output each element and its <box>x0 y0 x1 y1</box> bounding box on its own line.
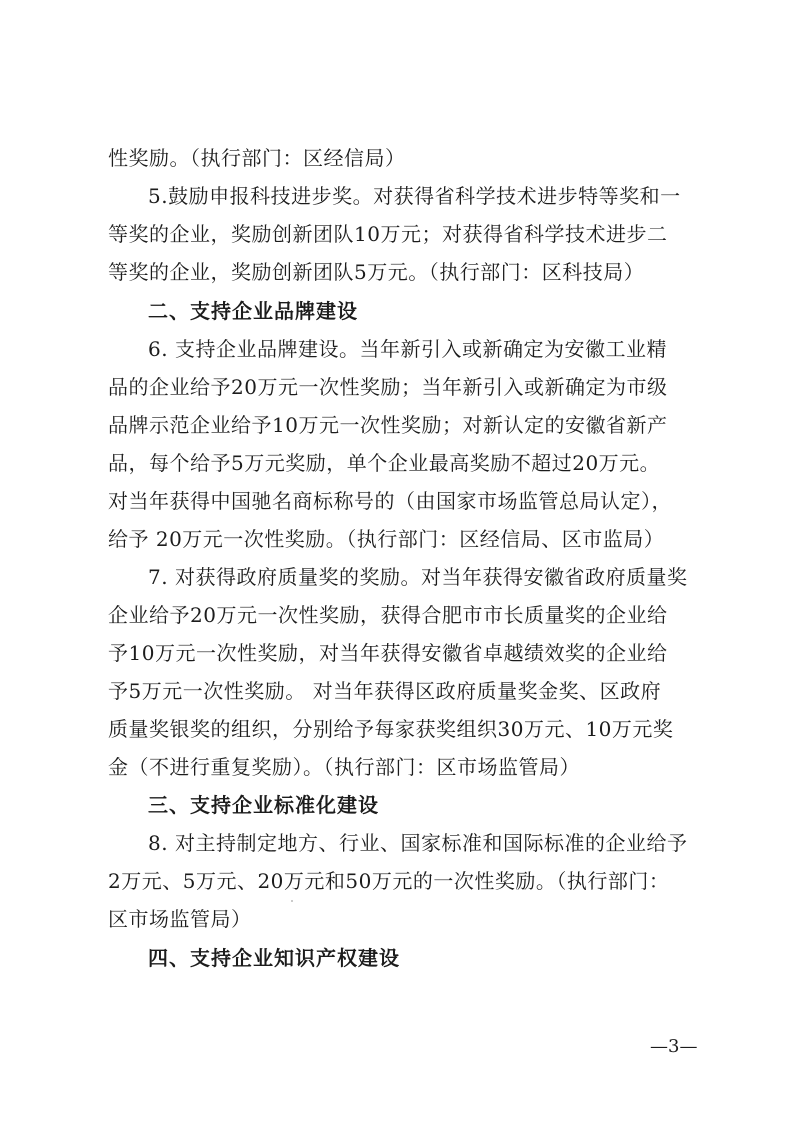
paragraph-line: 6. 支持企业品牌建设。当年新引入或新确定为安徽工业精 <box>148 337 667 361</box>
section-heading: 三、支持企业标准化建设 <box>148 793 379 817</box>
paragraph-line: 品，每个给予5万元奖励，单个企业最高奖励不超过20万元。 <box>108 451 661 475</box>
section-heading: 四、支持企业知识产权建设 <box>148 946 400 970</box>
paragraph-line: 区市场监管局） <box>108 907 252 931</box>
paragraph-line: 等奖的企业，奖励创新团队5万元。（执行部门：区科技局） <box>108 260 645 284</box>
paragraph-line: 7. 对获得政府质量奖的奖励。对当年获得安徽省政府质量奖 <box>148 565 688 589</box>
paragraph-line: 等奖的企业，奖励创新团队10万元；对获得省科学技术进步二 <box>108 222 668 246</box>
paragraph-line: 性奖励。（执行部门：区经信局） <box>108 146 406 170</box>
paragraph-line: 对当年获得中国驰名商标称号的（由国家市场监管总局认定）， <box>108 489 672 513</box>
paragraph-line: 金（不进行重复奖励）。（执行部门：区市场监管局） <box>108 755 580 779</box>
page-number: —3— <box>650 1036 698 1057</box>
paragraph-line: 质量奖银奖的组织，分别给予每家获奖组织30万元、10万元奖 <box>108 717 674 741</box>
paragraph-line: 品牌示范企业给予10万元一次性奖励；对新认定的安徽省新产 <box>108 413 668 437</box>
section-heading: 二、支持企业品牌建设 <box>148 299 358 323</box>
paragraph-line: 予5万元一次性奖励。 对当年获得区政府质量奖金奖、区政府 <box>108 679 662 703</box>
paragraph-line: 企业给予20万元一次性奖励，获得合肥市市长质量奖的企业给 <box>108 603 668 627</box>
paragraph-line: 2万元、5万元、20万元和50万元的一次性奖励。（执行部门： <box>108 869 670 893</box>
scan-speck <box>291 900 293 902</box>
paragraph-line: 8. 对主持制定地方、行业、国家标准和国际标准的企业给予 <box>148 831 688 855</box>
paragraph-line: 5.鼓励申报科技进步奖。对获得省科学技术进步特等奖和一 <box>148 184 681 208</box>
paragraph-line: 给予 20万元一次性奖励。（执行部门：区经信局、区市监局） <box>108 527 665 551</box>
paragraph-line: 品的企业给予20万元一次性奖励；当年新引入或新确定为市级 <box>108 375 668 399</box>
paragraph-line: 予10万元一次性奖励，对当年获得安徽省卓越绩效奖的企业给 <box>108 641 668 665</box>
